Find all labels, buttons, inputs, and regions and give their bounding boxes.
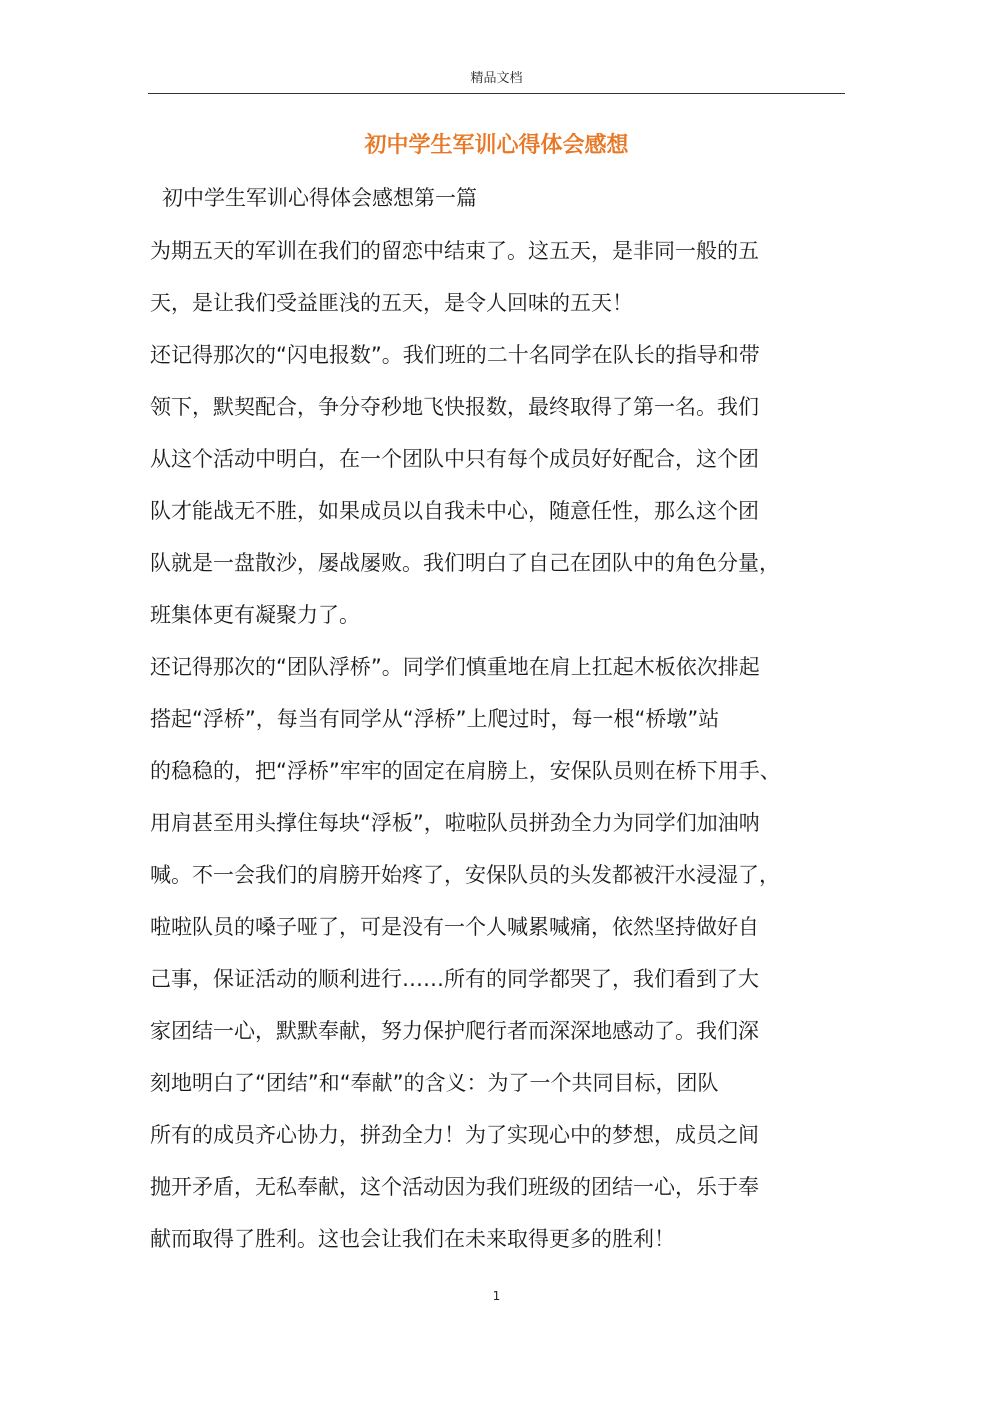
body-line: 啦啦队员的嗓子哑了，可是没有一个人喊累喊痛，依然坚持做好自 xyxy=(150,915,759,939)
document-subtitle: 初中学生军训心得体会感想第一篇 xyxy=(162,186,477,210)
body-line: 搭起“浮桥”，每当有同学从“浮桥”上爬过时，每一根“桥墩”站 xyxy=(150,707,720,731)
body-line: 领下，默契配合，争分夺秒地飞快报数，最终取得了第一名。我们 xyxy=(150,395,759,419)
body-line: 天，是让我们受益匪浅的五天，是令人回味的五天！ xyxy=(150,291,633,315)
body-line: 为期五天的军训在我们的留恋中结束了。这五天，是非同一般的五 xyxy=(150,239,759,263)
body-line: 家团结一心，默默奉献，努力保护爬行者而深深地感动了。我们深 xyxy=(150,1019,759,1043)
page-header-text: 精品文档 xyxy=(470,71,523,86)
body-line: 队就是一盘散沙，屡战屡败。我们明白了自己在团队中的角色分量， xyxy=(150,551,780,575)
body-line: 班集体更有凝聚力了。 xyxy=(150,603,360,627)
body-line: 喊。不一会我们的肩膀开始疼了，安保队员的头发都被汗水浸湿了， xyxy=(150,863,780,887)
body-line: 还记得那次的“团队浮桥”。同学们慎重地在肩上扛起木板依次排起 xyxy=(150,655,760,679)
body-line: 用肩甚至用头撑住每块“浮板”，啦啦队员拼劲全力为同学们加油呐 xyxy=(150,811,760,835)
body-line: 己事，保证活动的顺利进行……所有的同学都哭了，我们看到了大 xyxy=(150,967,759,991)
body-line: 还记得那次的“闪电报数”。我们班的二十名同学在队长的指导和带 xyxy=(150,343,760,367)
body-line: 刻地明白了“团结”和“奉献”的含义：为了一个共同目标，团队 xyxy=(150,1071,719,1095)
body-line: 所有的成员齐心协力，拼劲全力！为了实现心中的梦想，成员之间 xyxy=(150,1123,759,1147)
body-line: 献而取得了胜利。这也会让我们在未来取得更多的胜利！ xyxy=(150,1227,675,1251)
body-line: 队才能战无不胜，如果成员以自我未中心，随意任性，那么这个团 xyxy=(150,499,759,523)
header-divider xyxy=(148,93,845,94)
body-line: 抛开矛盾，无私奉献，这个活动因为我们班级的团结一心，乐于奉 xyxy=(150,1175,759,1199)
body-line: 的稳稳的，把“浮桥”牢牢的固定在肩膀上，安保队员则在桥下用手、 xyxy=(150,759,781,783)
page-number: 1 xyxy=(492,1289,501,1303)
body-line: 从这个活动中明白，在一个团队中只有每个成员好好配合，这个团 xyxy=(150,447,759,471)
document-title: 初中学生军训心得体会感想 xyxy=(364,132,629,158)
